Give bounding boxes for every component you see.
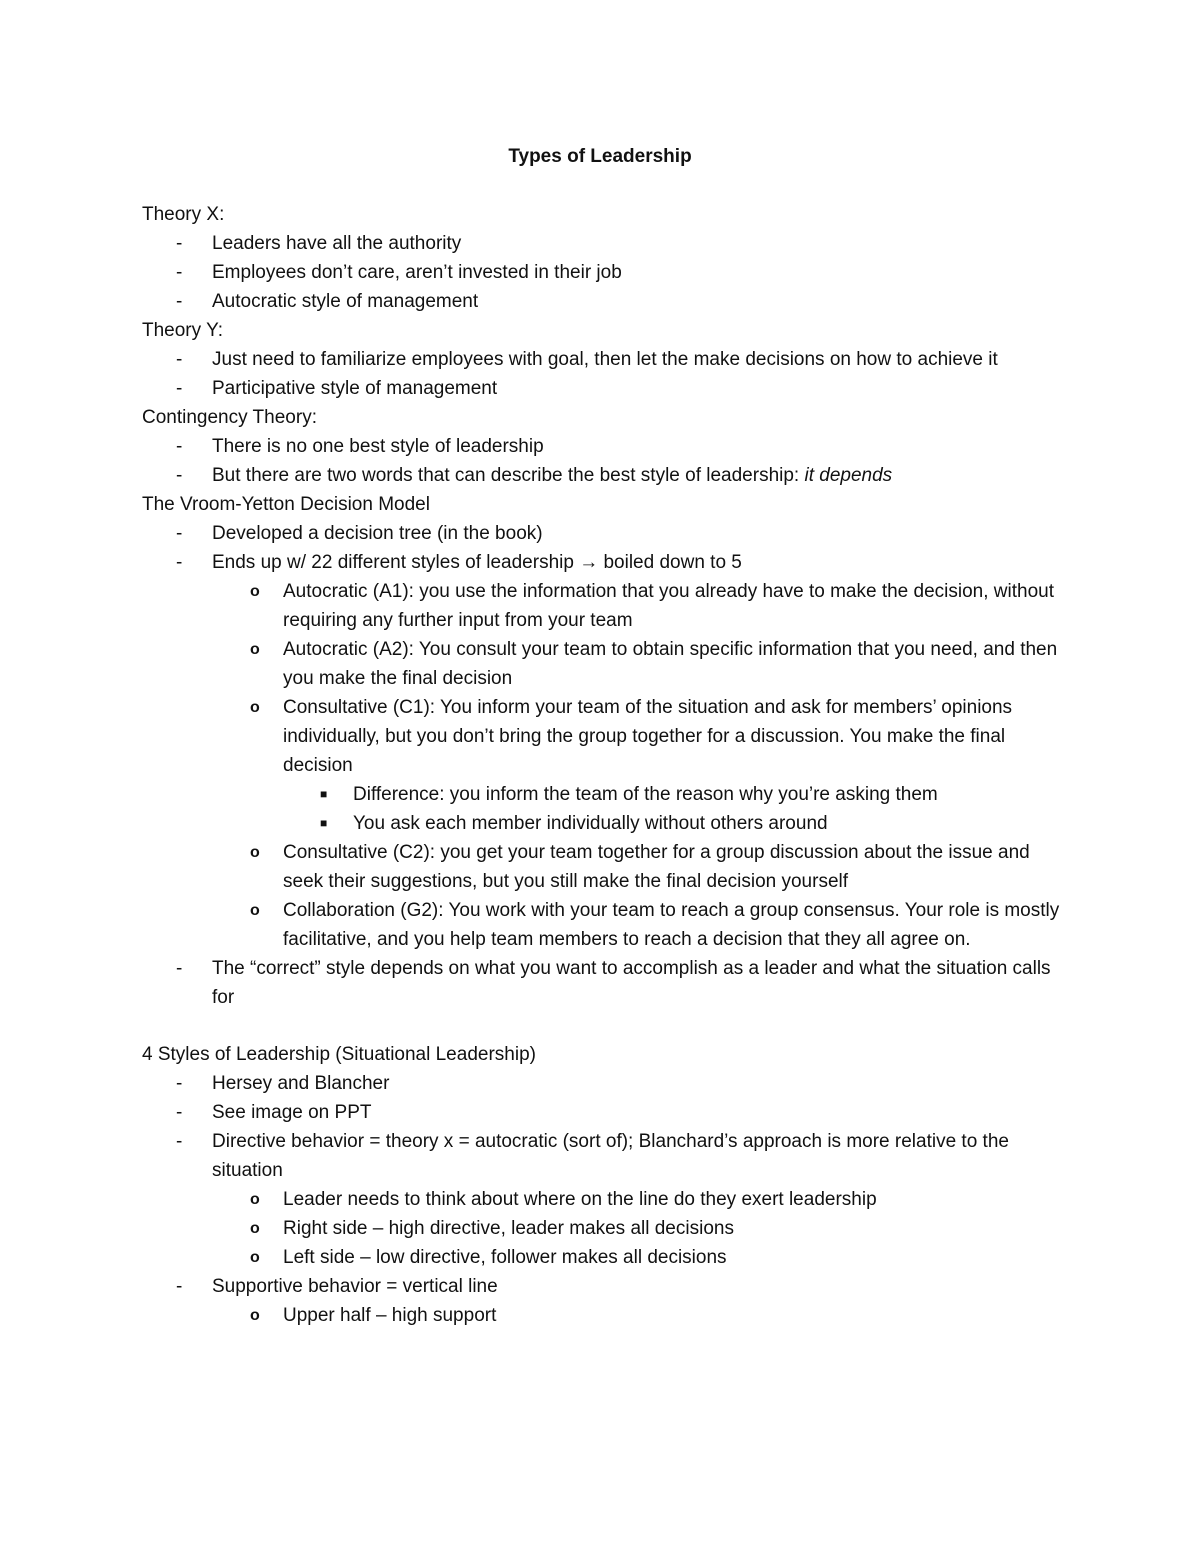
- list-item: - But there are two words that can describe the best style of leadership: it depends: [142, 461, 1072, 490]
- vroom-yetton-heading: The Vroom-Yetton Decision Model: [142, 494, 430, 515]
- list-item: o Leader needs to think about where on the line do they exert leadership: [142, 1185, 1072, 1214]
- list-item: o Autocratic (A2): You consult your team to obtain specific information that you need, and then you make the final decision: [142, 635, 1072, 693]
- list-item: - Autocratic style of management: [142, 287, 1072, 316]
- list-item: o Upper half – high support: [142, 1301, 1072, 1330]
- list-item: - Participative style of management: [142, 374, 1072, 403]
- list-item: o Consultative (C1): You inform your team of the situation and ask for members’ opinions individually, but you don’t bring the group together for a discussion. You make the final decision: [142, 693, 1072, 780]
- circle-bullet-icon: o: [250, 902, 260, 919]
- circle-bullet-icon: o: [250, 583, 260, 600]
- list-item: ■ You ask each member individually without others around: [142, 809, 1072, 838]
- circle-bullet-icon: o: [250, 1220, 260, 1237]
- dash-bullet-icon: -: [176, 378, 183, 399]
- dash-bullet-icon: -: [176, 436, 183, 457]
- list-item: - Employees don’t care, aren’t invested in their job: [142, 258, 1072, 287]
- list-item: - Hersey and Blancher: [142, 1069, 1072, 1098]
- emphasis-text: it depends: [804, 465, 893, 486]
- dash-bullet-icon: -: [176, 523, 183, 544]
- dash-bullet-icon: -: [176, 465, 183, 486]
- list-item: - Just need to familiarize employees with goal, then let the make decisions on how to achieve it: [142, 345, 1072, 374]
- dash-bullet-icon: -: [176, 958, 183, 979]
- list-item: - Leaders have all the authority: [142, 229, 1072, 258]
- dash-bullet-icon: -: [176, 552, 183, 573]
- circle-bullet-icon: o: [250, 844, 260, 861]
- list-item: o Consultative (C2): you get your team together for a group discussion about the issue and seek their suggestions, but you still make the final decision yourself: [142, 838, 1072, 896]
- list-item: - Ends up w/ 22 different styles of leadership → boiled down to 5: [142, 548, 1072, 577]
- list-item: o Left side – low directive, follower makes all decisions: [142, 1243, 1072, 1272]
- circle-bullet-icon: o: [250, 641, 260, 658]
- theory-x-heading: Theory X:: [142, 204, 225, 225]
- dash-bullet-icon: -: [176, 1102, 183, 1123]
- theory-y-heading: Theory Y:: [142, 320, 223, 341]
- square-bullet-icon: ■: [320, 816, 328, 830]
- section-spacer: [142, 1012, 1072, 1040]
- circle-bullet-icon: o: [250, 1307, 260, 1324]
- document-body: [142, 200, 1072, 1330]
- dash-bullet-icon: -: [176, 291, 183, 312]
- dash-bullet-icon: -: [176, 1073, 183, 1094]
- contingency-heading: Contingency Theory:: [142, 407, 317, 428]
- dash-bullet-icon: -: [176, 262, 183, 283]
- situational-heading: 4 Styles of Leadership (Situational Leadership): [142, 1044, 536, 1065]
- list-item: - There is no one best style of leadership: [142, 432, 1072, 461]
- list-item: - Directive behavior = theory x = autocratic (sort of); Blanchard’s approach is more relative to the situation: [142, 1127, 1072, 1185]
- circle-bullet-icon: o: [250, 699, 260, 716]
- circle-bullet-icon: o: [250, 1191, 260, 1208]
- list-item: o Autocratic (A1): you use the information that you already have to make the decision, without requiring any further input from your team: [142, 577, 1072, 635]
- list-item: - See image on PPT: [142, 1098, 1072, 1127]
- list-item: - Developed a decision tree (in the book): [142, 519, 1072, 548]
- dash-bullet-icon: -: [176, 233, 183, 254]
- dash-bullet-icon: -: [176, 1276, 183, 1297]
- circle-bullet-icon: o: [250, 1249, 260, 1266]
- list-item: - The “correct” style depends on what you want to accomplish as a leader and what the situation calls for: [142, 954, 1072, 1012]
- list-item: o Collaboration (G2): You work with your team to reach a group consensus. Your role is mostly facilitative, and you help team members to reach a decision that they all agree on.: [142, 896, 1072, 954]
- list-item: o Right side – high directive, leader makes all decisions: [142, 1214, 1072, 1243]
- list-item: ■ Difference: you inform the team of the reason why you’re asking them: [142, 780, 1072, 809]
- dash-bullet-icon: -: [176, 349, 183, 370]
- right-arrow-icon: →: [579, 552, 599, 573]
- square-bullet-icon: ■: [320, 787, 328, 801]
- dash-bullet-icon: -: [176, 1131, 183, 1152]
- list-item: - Supportive behavior = vertical line: [142, 1272, 1072, 1301]
- document-title: Types of Leadership: [508, 146, 692, 167]
